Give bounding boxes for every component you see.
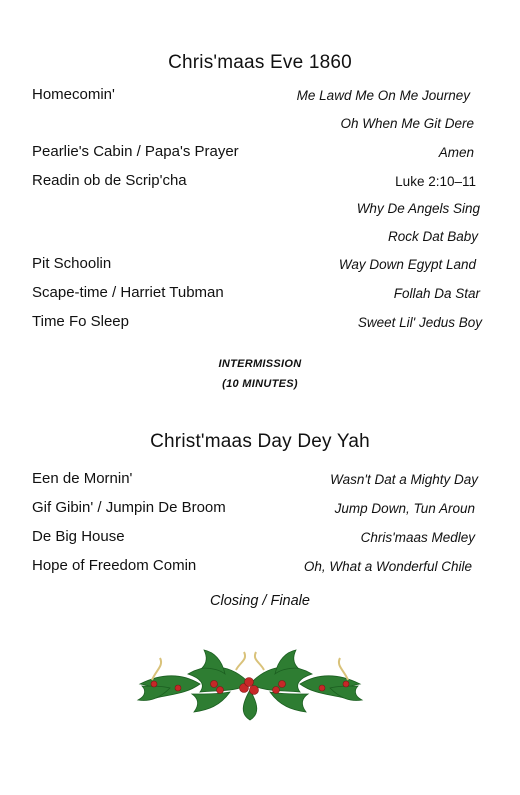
act-one-song: Sweet Lil' Jedus Boy xyxy=(357,315,482,330)
act-one-scene: Homecomin' xyxy=(32,86,115,103)
intermission-duration: (10 MINUTES) xyxy=(222,378,298,390)
act-two-song: Chris'maas Medley xyxy=(360,530,475,545)
holly-garland-icon xyxy=(130,644,370,722)
act-one-scripture-ref: Luke 2:10–11 xyxy=(395,174,476,189)
act-one-scene: Pit Schoolin xyxy=(32,255,112,272)
act-one-scene: Readin ob de Scrip'cha xyxy=(32,172,187,189)
act-two-song: Jump Down, Tun Aroun xyxy=(334,501,475,516)
act-two-song: Oh, What a Wonderful Chile xyxy=(303,559,472,574)
act-one-song: Oh When Me Git Dere xyxy=(340,116,474,131)
act-two-scene: De Big House xyxy=(32,528,125,545)
act-one-song: Way Down Egypt Land xyxy=(338,257,476,272)
act-two-title: Christ'maas Day Dey Yah xyxy=(150,431,370,452)
act-one-scene: Time Fo Sleep xyxy=(32,313,129,330)
act-two-scene: Gif Gibin' / Jumpin De Broom xyxy=(32,499,226,516)
act-two-scene: Hope of Freedom Comin xyxy=(32,557,197,574)
act-one-song: Me Lawd Me On Me Journey xyxy=(296,88,470,103)
act-one-scene: Scape-time / Harriet Tubman xyxy=(32,284,224,301)
act-two-song: Wasn't Dat a Mighty Day xyxy=(330,472,478,487)
closing-finale: Closing / Finale xyxy=(210,593,310,609)
intermission-label: INTERMISSION xyxy=(218,358,302,370)
act-one-song: Amen xyxy=(438,145,474,160)
act-one-song: Rock Dat Baby xyxy=(387,229,478,244)
act-one-scene: Pearlie's Cabin / Papa's Prayer xyxy=(32,143,239,160)
act-one-song: Why De Angels Sing xyxy=(356,201,480,216)
act-one-title: Chris'maas Eve 1860 xyxy=(168,52,352,73)
act-two-scene: Een de Mornin' xyxy=(32,470,133,487)
act-one-song: Follah Da Star xyxy=(393,286,480,301)
